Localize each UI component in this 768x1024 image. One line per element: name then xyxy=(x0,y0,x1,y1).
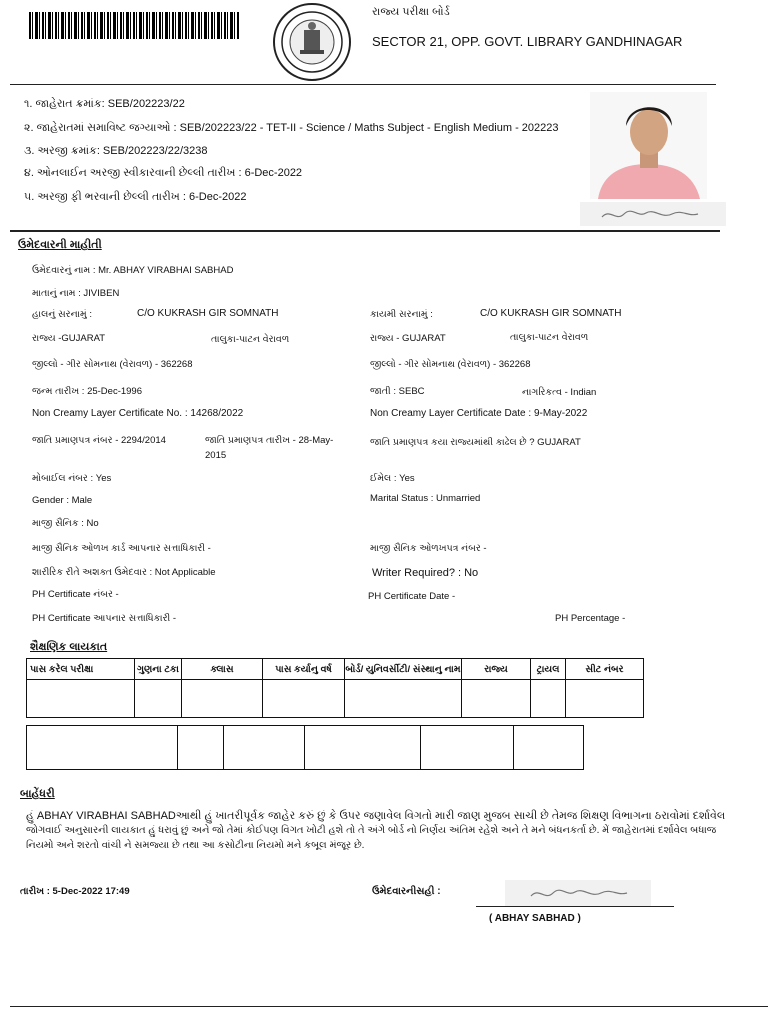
current-address-label: હાલનું સરનામું : xyxy=(32,309,92,320)
state-right: રાજ્ય - GUJARAT xyxy=(370,333,446,344)
education-header-row xyxy=(27,659,644,680)
date-of-birth: જન્મ તારીખ : 25-Dec-1996 xyxy=(32,386,142,397)
state-left: રાજ્ય -GUJARAT xyxy=(32,333,106,344)
declaration-section-title: બાહેંધરી xyxy=(20,788,55,800)
declaration-line-1: હું ABHAY VIRABHAI SABHADઆથી હું ખાતરીપૂર્વક જાહેર કરું છું કે ઉપર જણાવેલ વિગતો મારી જાણ મુજબ સાચી છે તેમજ શિક્ષણ વિભાગના ઠરાવોમાં દર્શાવેલ xyxy=(26,810,726,822)
caste-certificate-date-cont: 2015 xyxy=(205,450,227,461)
column-pass-year: પાસ કર્યાનુ વર્ષ xyxy=(263,659,345,680)
education-empty-row-2 xyxy=(27,726,584,770)
ncl-certificate-number: Non Creamy Layer Certificate No. : 14268/2022 xyxy=(32,408,244,419)
caste-certificate-date: જાતિ પ્રમાણપત્ર તારીખ - 28-May- xyxy=(205,435,334,446)
permanent-address-label: કાયમી સરનામું : xyxy=(370,309,433,320)
caste-certificate-number: જાતિ પ્રમાણપત્ર નંબર - 2294/2014 xyxy=(32,435,166,446)
district-left: જીલ્લો - ગીર સોમનાથ (વેરાવળ) - 362268 xyxy=(32,359,193,370)
candidate-section-title: ઉમેદવારની માહીતી xyxy=(18,239,102,251)
ex-soldier-card-authority: માજી સૈનિક ઓળખ કાર્ડ આપનાર સત્તાધિકારી - xyxy=(32,543,211,554)
education-empty-row xyxy=(27,680,644,718)
photo-signature xyxy=(580,202,726,226)
column-seat-number: સીટ નંબર xyxy=(566,659,644,680)
board-seal xyxy=(264,2,360,82)
fee-last-date: ૫. અરજી ફી ભરવાની છેલ્લી તારીખ : 6-Dec-2022 xyxy=(24,191,247,203)
column-board: બોર્ડ/ યુનિવર્સીટી/ સંસ્થાનુ નામ xyxy=(345,659,462,680)
signature-label: ઉમેદવારનીસહી : xyxy=(372,886,441,897)
advt-posts: ૨. જાહેરાતમાં સમાવિષ્ટ જગ્યાઓ : SEB/202223/22 - TET-II - Science / Maths Subject - English Medium - 202223 xyxy=(24,122,559,134)
ph-certificate-authority: PH Certificate આપનાર સત્તાધિકારી - xyxy=(32,613,177,624)
mother-name: માતાનું નામ : JIVIBEN xyxy=(32,288,120,299)
signature-line xyxy=(476,906,674,907)
board-address: SECTOR 21, OPP. GOVT. LIBRARY GANDHINAGAR xyxy=(372,34,683,49)
education-table-2 xyxy=(26,725,584,770)
ex-soldier: માજી સૈનિક : No xyxy=(32,518,99,529)
marital-status: Marital Status : Unmarried xyxy=(370,493,481,504)
caste-certificate-state: જાતિ પ્રમાણપત્ર કયા રાજ્યમાંથી કાઢેલ છે ? GUJARAT xyxy=(370,437,581,448)
footer-divider xyxy=(10,1006,768,1007)
gender: Gender : Male xyxy=(32,495,93,506)
declaration-line-2: જોગવાઈ અનુસારની લાયકાત હું ધરાવું છું અને જો તેમાં કોઈપણ વિગત ખોટી હશે તો તે અંગે બોર્ડ નો નિર્ણય અંતિમ રહેશે અને તે મને બંધનકર્તા છે. મેં જાહેરાતમાં દર્શાવેલ બધાજ xyxy=(26,825,717,836)
candidate-photo xyxy=(590,92,707,199)
physically-disabled: શારીરિક રીતે અશક્ત ઉમેદવાર : Not Applicable xyxy=(32,567,216,578)
caste: જાતી : SEBC xyxy=(370,386,425,397)
column-exam: પાસ કરેલ પરીક્ષા xyxy=(27,659,135,680)
column-trial: ટ્રાયલ xyxy=(531,659,566,680)
writer-required: Writer Required? : No xyxy=(372,567,479,579)
taluka-left: તાલુકા-પાટન વેરાવળ xyxy=(211,334,290,345)
board-name: રાજ્ય પરીક્ષા બોર્ડ xyxy=(372,6,450,18)
column-state: રાજ્ય xyxy=(462,659,531,680)
candidate-name: ઉમેદવારનું નામ : Mr. ABHAY VIRABHAI SABHAD xyxy=(32,265,234,276)
header-divider xyxy=(10,84,716,85)
education-section-title: શૈક્ષણિક લાયકાત xyxy=(30,641,108,653)
application-number: ૩. અરજી ક્રમાંક: SEB/202223/22/3238 xyxy=(24,145,208,157)
ex-soldier-card-number: માજી સૈનિક ઓળખપત્ર નંબર - xyxy=(370,543,487,554)
candidate-signature xyxy=(505,880,651,906)
district-right: જીલ્લો - ગીર સોમનાથ (વેરાવળ) - 362268 xyxy=(370,359,531,370)
ph-percentage: PH Percentage - xyxy=(555,613,626,624)
online-last-date: ૪. ઓનલાઈન અરજી સ્વીકારવાની છેલ્લી તારીખ : 6-Dec-2022 xyxy=(24,167,303,179)
signatory-name: ( ABHAY SABHAD ) xyxy=(489,913,581,924)
mobile-number: મોબાઈલ નંબર : Yes xyxy=(32,473,112,484)
ncl-certificate-date: Non Creamy Layer Certificate Date : 9-May-2022 xyxy=(370,408,588,419)
nationality: નાગરિકત્વ - Indian xyxy=(522,387,597,398)
application-date: તારીખ : 5-Dec-2022 17:49 xyxy=(20,886,130,897)
declaration-line-3: નિયમો અને શરતો વાંચી ને સમજ્યા છે તથા આ કસોટીના નિયમો મને કબૂલ મંજૂર છે. xyxy=(26,840,365,851)
taluka-right: તાલુકા-પાટન વેરાવળ xyxy=(510,332,589,343)
section-divider xyxy=(10,230,720,232)
column-class: ક્લાસ xyxy=(182,659,263,680)
barcode xyxy=(29,12,240,39)
column-percentage: ગુણના ટકા xyxy=(135,659,182,680)
email: ઈમેલ : Yes xyxy=(370,473,415,484)
advt-number: ૧. જાહેરાત ક્રમાંક: SEB/202223/22 xyxy=(24,98,185,110)
ph-certificate-date: PH Certificate Date - xyxy=(368,591,456,602)
permanent-address-value: C/O KUKRASH GIR SOMNATH xyxy=(480,308,622,319)
ph-certificate-number: PH Certificate નંબર - xyxy=(32,589,119,600)
current-address-value: C/O KUKRASH GIR SOMNATH xyxy=(137,308,279,319)
education-table xyxy=(26,658,644,718)
